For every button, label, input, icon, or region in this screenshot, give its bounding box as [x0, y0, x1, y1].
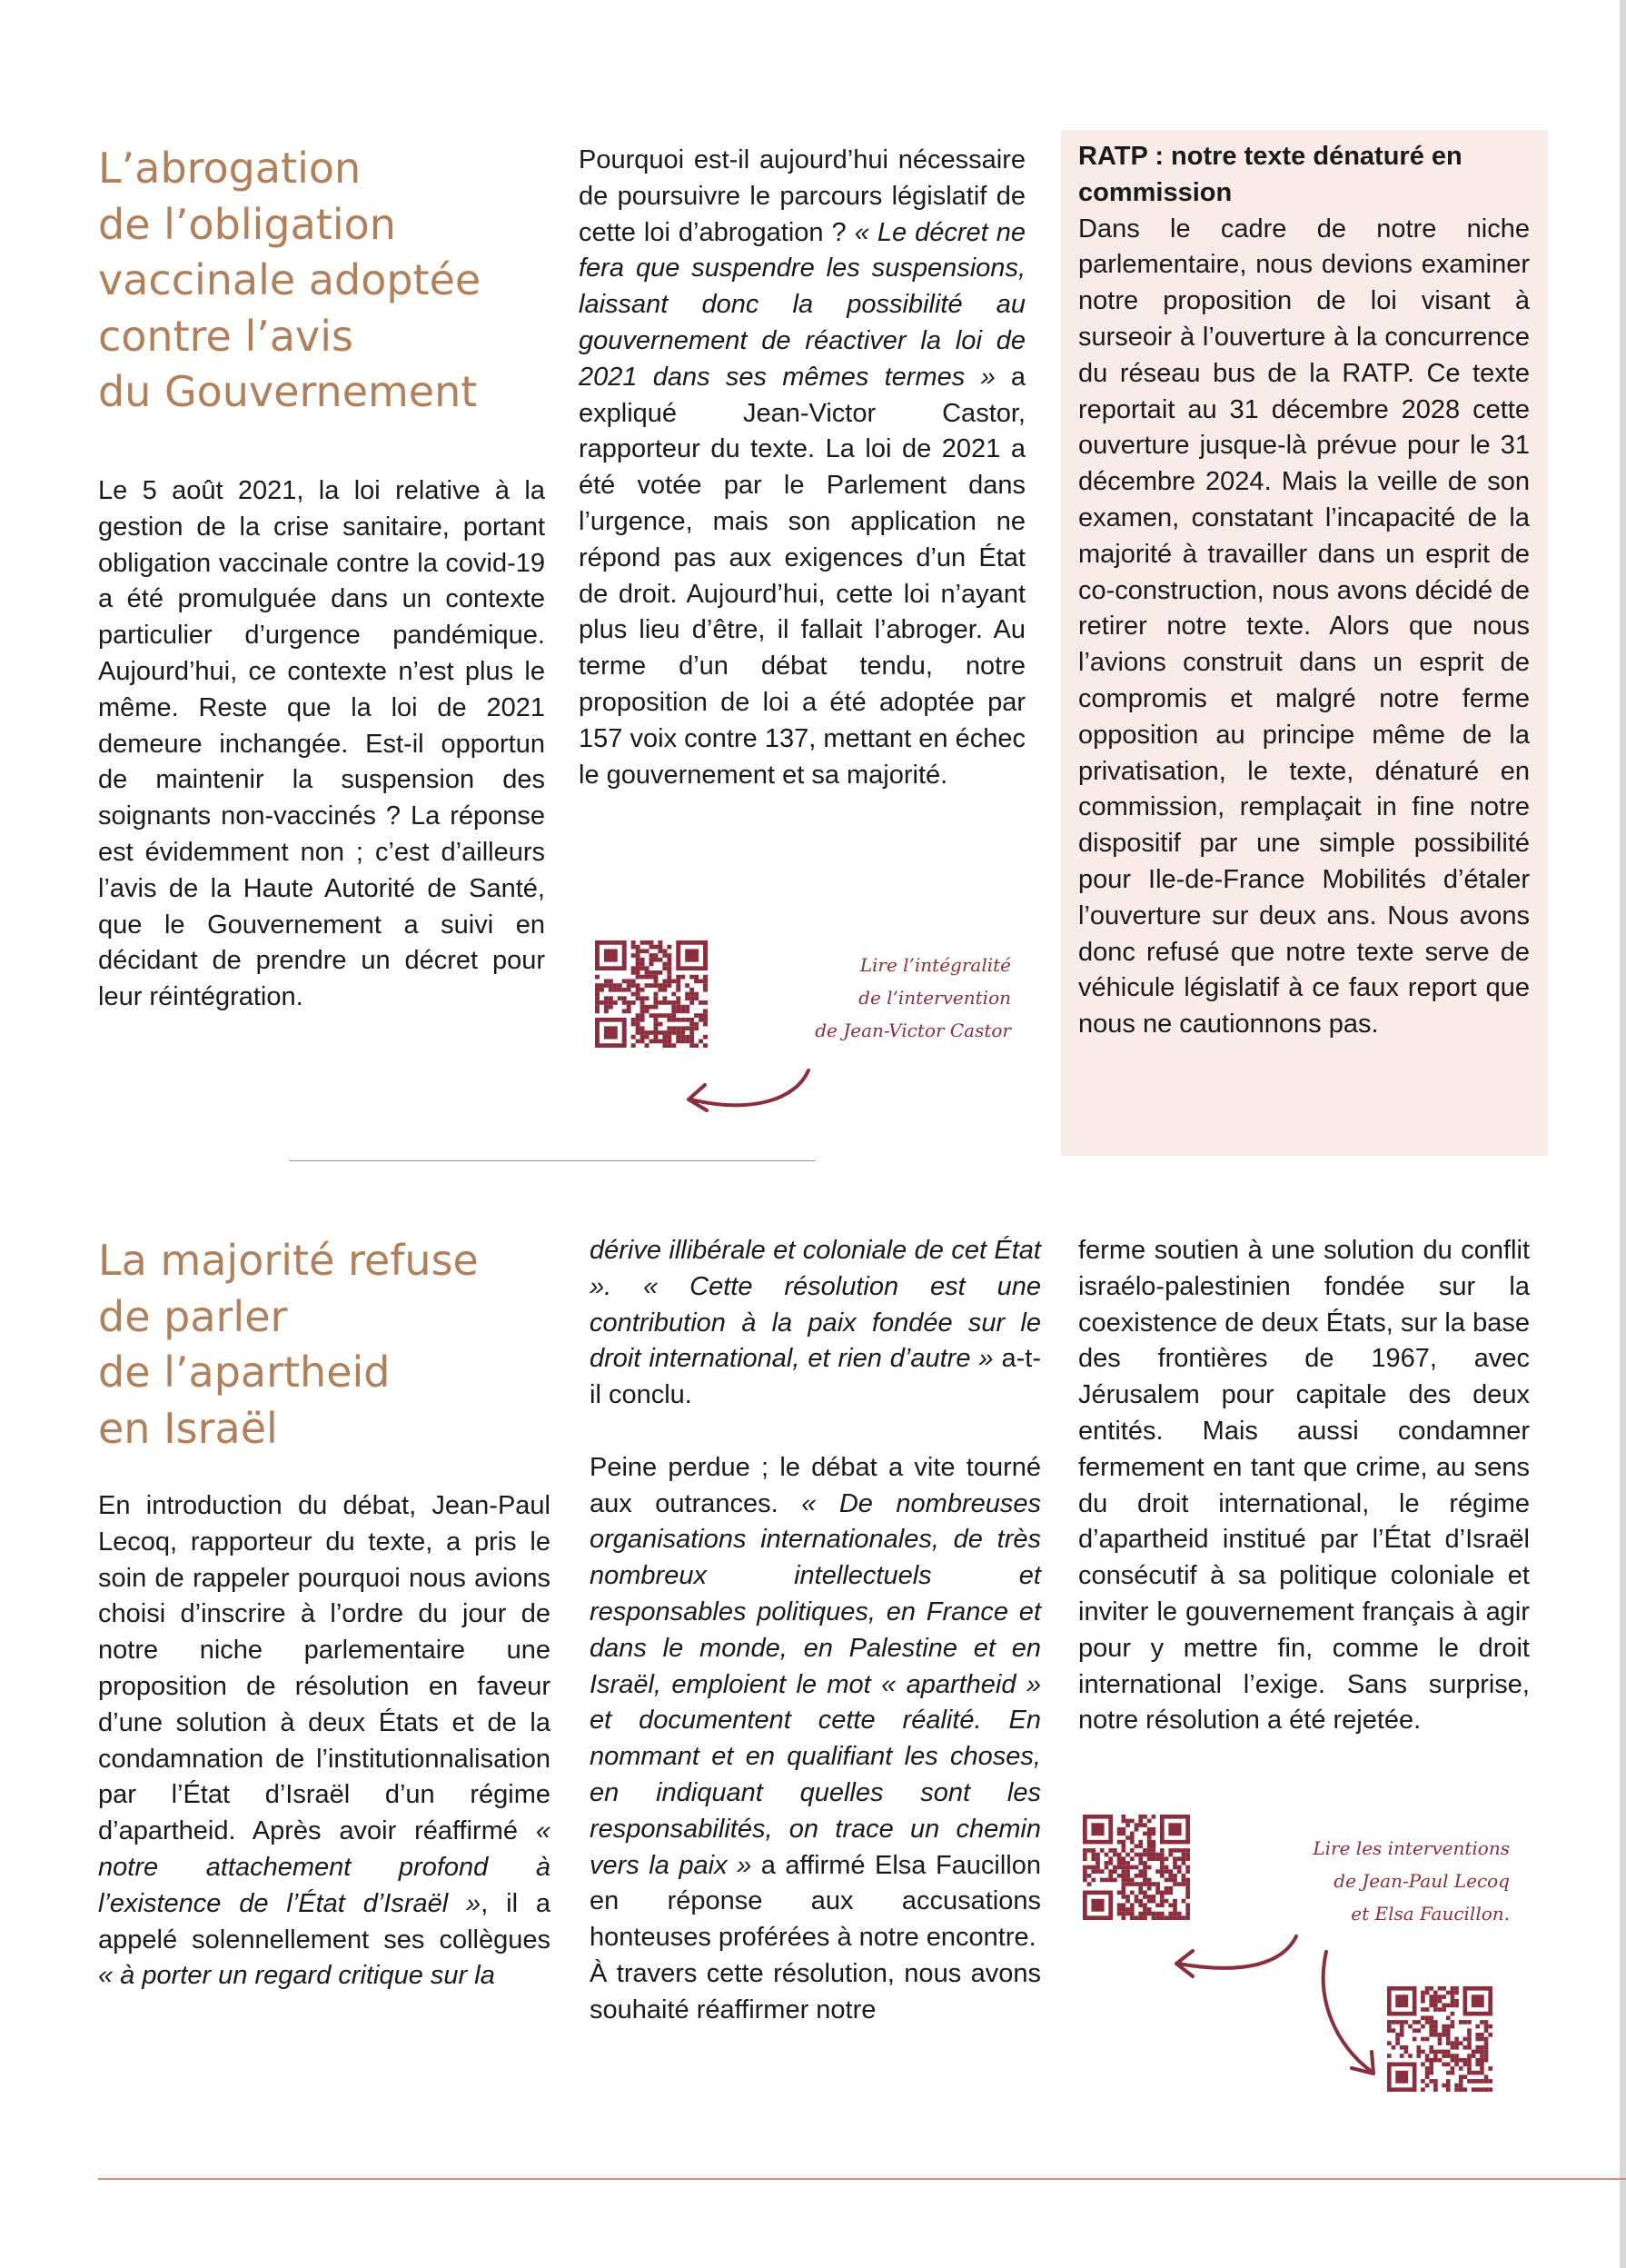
- caption-line: Lire l’intégralité: [859, 954, 1011, 976]
- article-1-paragraph-2: Pourquoi est-il aujourd’hui nécessaire de poursuivre le parcours législatif de cette loi d’abrogation ? « Le décret ne fera que suspendre les suspensions, laissant donc la possibilité au gouvernement de réactiver la loi de 2021 dans ses mêmes termes » a expliqué Jean-Victor Castor, rapporteur du texte. La loi de 2021 a été votée par le Parlement dans l’urgence, mais son application ne répond pas aux exigences d’un État de droit. Aujourd’hui, cette loi n’ayant plus lieu d’être, il fallait l’abroger. Au terme d’un débat tendu, notre proposition de loi a été adoptée par 157 voix contre 137, mettant en échec le gouvernement et sa majorité.: [579, 145, 1026, 790]
- article-2-paragraph-2: dérive illibérale et coloniale de cet État ». « Cette résolution est une contribution à la paix fondée sur le droit international, et rien d’autre » a-t-il conclu.: [590, 1236, 1041, 1410]
- article-2-title: La majorité refuse de parler de l’apartheid en Israël: [98, 1236, 479, 1453]
- faucillon-quote: « De nombreuses organisations internationales, de très nombreux intellectuels et responsables politiques, en France et dans le monde, en Palestine et en Israël, emploient le mot « apartheid » et documentent cette réalité. En nommant et en qualifiant les choses, en indiquant quelles sont les responsabilités, on trace un chemin vers la paix »: [590, 1488, 1041, 1880]
- article-2-paragraph-5: ferme soutien à une solution du conflit israélo-palestinien fondée sur la coexistence de deux États, sur la base des frontières de 1967, avec Jérusalem pour capitale des deux entités. Mais aussi condamner fermement en tant que crime, au sens du droit international, le régime d’apartheid institué par l’État d’Israël consécutif à sa politique coloniale et inviter le gouvernement français à agir pour y mettre fin, comme le droit international l’exige. Sans surprise, notre résolution a été rejetée.: [1078, 1236, 1530, 1736]
- page-edge-shadow: [1620, 0, 1626, 2268]
- qr-code-castor[interactable]: [595, 940, 708, 1048]
- caption-line: et Elsa Faucillon.: [1351, 1903, 1510, 1925]
- castor-link-caption[interactable]: [727, 949, 1011, 1047]
- article-2-column-1: [98, 1488, 550, 1994]
- ratp-sidebar-title: RATP : notre texte dénaturé en commission: [1078, 142, 1462, 207]
- qr-code-faucillon[interactable]: [1387, 1986, 1492, 2092]
- article-1-column-1: [98, 473, 545, 1016]
- castor-quote: « Le décret ne fera que suspendre les suspensions, laissant donc la possibilité au gouvernement de réactiver la loi de 2021 dans ses mêmes termes »: [579, 217, 1026, 392]
- article-2-paragraph-3: Peine perdue ; le débat a vite tourné aux outrances. « De nombreuses organisations internationales, de très nombreux intellectuels et responsables politiques, en France et dans le monde, en Palestine et en Israël, emploient le mot « apartheid » et documentent cette réalité. En nommant et en qualifiant les choses, en indiquant quelles sont les responsabilités, on trace un chemin vers la paix » a affirmé Elsa Faucillon en réponse aux accusations honteuses proférées à notre encontre.: [590, 1452, 1041, 1953]
- ratp-sidebar-body: Dans le cadre de notre niche parlementaire, nous devions examiner notre proposition de loi visant à surseoir à l’ouverture à la concurrence du réseau bus de la RATP. Ce texte reportait au 31 décembre 2028 cette ouverture jusque-là prévue pour le 31 décembre 2024. Mais la veille de son examen, constatant l’incapacité de la majorité à travailler dans un esprit de co-construction, nous avons décidé de retirer notre texte. Alors que nous l’avions construit dans un esprit de compromis et malgré notre ferme opposition au principe même de la privatisation, le texte, dénaturé en commission, remplaçait in fine notre dispositif par une simple possibilité pour Ile-de-France Mobilités d’étaler l’ouverture sur deux ans. Nous avons donc refusé que notre texte serve de véhicule législatif à ce faux report que nous ne cautionnons pas.: [1078, 214, 1530, 1040]
- curved-down-arrow-icon: [1308, 1945, 1390, 2081]
- article-1-column-2: [579, 143, 1026, 793]
- interventions-link-caption[interactable]: [1213, 1832, 1510, 1930]
- caption-line: de Jean-Victor Castor: [815, 1020, 1011, 1041]
- caption-line: Lire les interventions: [1313, 1837, 1510, 1859]
- footer-rule: [98, 2178, 1626, 2180]
- article-1-title: L’abrogation de l’obligation vaccinale adoptée contre l’avis du Gouvernement: [98, 144, 481, 416]
- caption-line: de Jean-Paul Lecoq: [1334, 1870, 1510, 1892]
- article-2-paragraph-4: À travers cette résolution, nous avons souhaité réaffirmer notre: [590, 1958, 1041, 2024]
- caption-line: de l’intervention: [858, 987, 1011, 1009]
- section-divider: [289, 1160, 816, 1161]
- curved-arrow-icon: [679, 1063, 825, 1127]
- article-2-paragraph-1: En introduction du débat, Jean-Paul Lecoq, rapporteur du texte, a pris le soin de rappeler pourquoi nous avions choisi d’inscrire à l’ordre du jour de notre niche parlementaire une proposition de résolution en faveur d’une solution à deux États et de la condamnation de l’institutionnalisation par l’État d’Israël d’un régime d’apartheid. Après avoir réaffirmé « notre attachement profond à l’existence de l’État d’Israël », il a appelé solennellement ses collègues « à porter un regard critique sur la: [98, 1491, 550, 1991]
- ratp-sidebar: [1078, 139, 1530, 1043]
- article-1-paragraph: Le 5 août 2021, la loi relative à la gestion de la crise sanitaire, portant obligation vaccinale contre la covid-19 a été promulguée dans un contexte particulier d’urgence pandémique. Aujourd’hui, ce contexte n’est plus le même. Reste que la loi de 2021 demeure inchangée. Est-il opportun de maintenir la suspension des soignants non-vaccinés ? La réponse est évidemment non ; c’est d’ailleurs l’avis de la Haute Autorité de Santé, que le Gouvernement a suivi en décidant de prendre un décret pour leur réintégration.: [98, 476, 545, 1012]
- curved-arrow-icon: [1165, 1931, 1311, 1994]
- qr-code-lecoq[interactable]: [1083, 1815, 1190, 1920]
- article-2-column-3: [1078, 1233, 1530, 1739]
- article-2-column-2: [590, 1233, 1041, 2029]
